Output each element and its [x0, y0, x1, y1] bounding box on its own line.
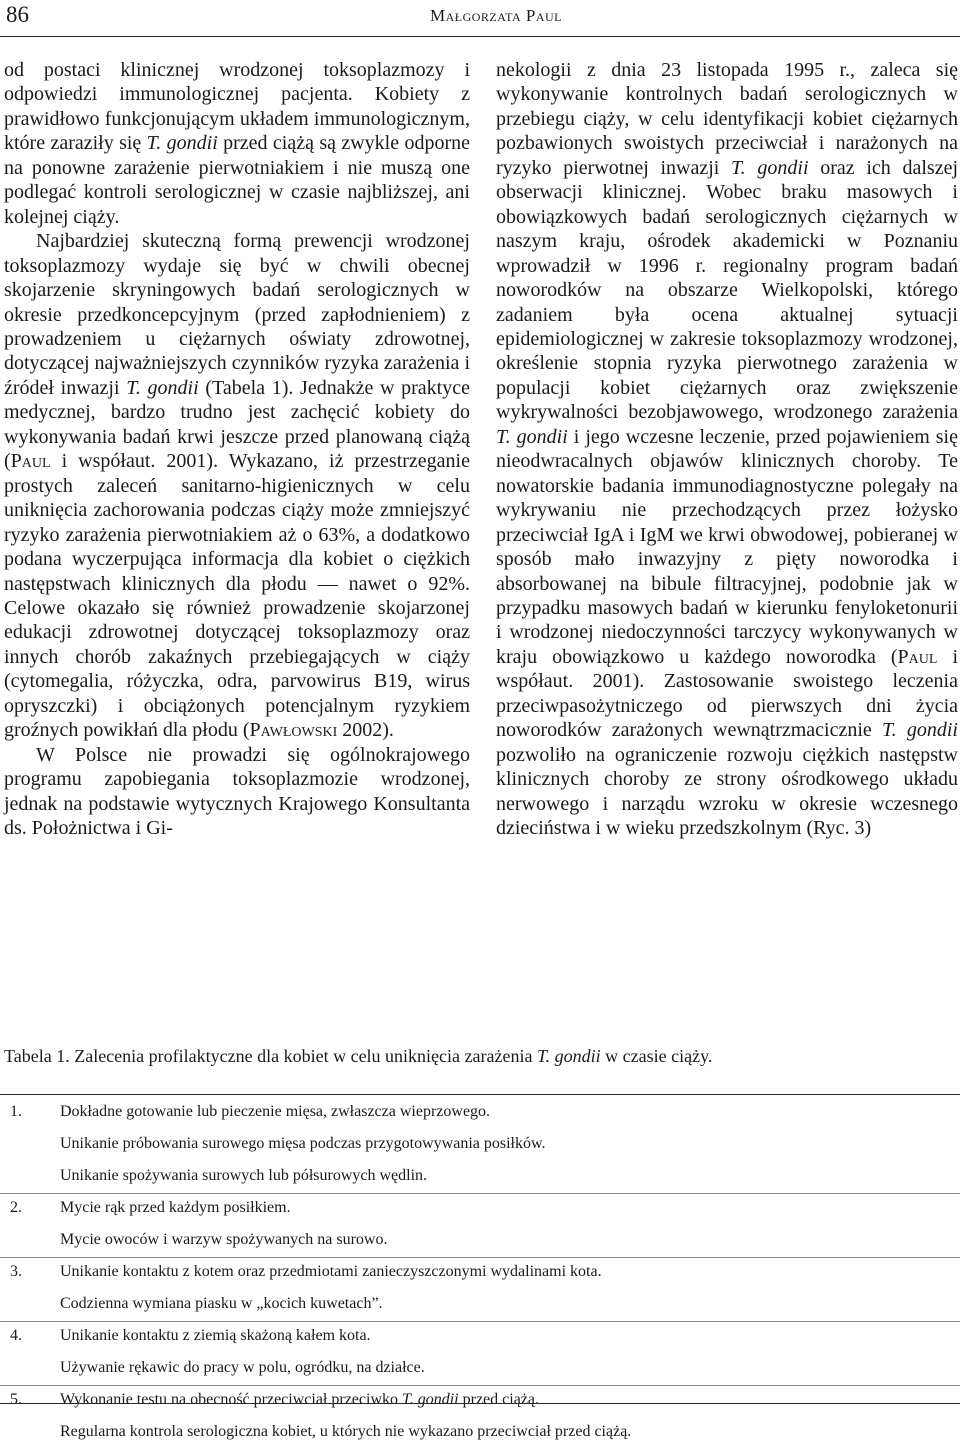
row-text: Mycie owoców i warzyw spożywanych na surowo.: [60, 1231, 388, 1248]
table-row: [0, 1385, 960, 1449]
row-number: 3.: [10, 1263, 22, 1280]
right-column: [496, 58, 958, 841]
row-text: Unikanie spożywania surowych lub półsurowych wędlin.: [60, 1167, 428, 1184]
row-text: Mycie rąk przed każdym posiłkiem.: [60, 1199, 291, 1216]
row-number: 4.: [10, 1327, 22, 1344]
paragraph: Najbardziej skuteczną formą prewencji wrodzonej toksoplazmozy wydaje się być w chwili obecnej skojarzenie skryningowych badań serologicznych w okresie przedkoncepcyjnym (przed zapłodnieniem) z prowadzeniem u ciężarnych oświaty zdrowotnej, dotyczącej najważniejszych czynników ryzyka zarażenia i źródeł inwazji T. gondii (Tabela 1). Jednakże w praktyce medycznej, bardzo trudno jest zachęcić kobiety do wykonywania badań krwi jeszcze przed planowaną ciążą (Paul i współaut. 2001). Wykazano, iż przestrzeganie prostych zaleceń sanitarno-higienicznych w celu uniknięcia zachorowania podczas ciąży może zmniejszyć ryzyko zarażenia pierwotniakiem aż o 63%, a dodatkowo podana wyczerpująca informacja dla kobiet o ciężkich następstwach klinicznych dla płodu — nawet o 92%. Celowe okazało się również prowadzenie skojarzonej edukacji zdrowotnej dotyczącej toksoplazmozy oraz innych chorób zakaźnych przebiegających w ciąży (cytomegalia, różyczka, odra, parvowirus B19, wirus opryszczki) i obciążonych potencjalnym ryzykiem groźnych powikłań dla płodu (Pawłowski 2002).: [4, 230, 470, 742]
running-head: Małgorzata Paul: [429, 6, 562, 25]
table-row: [0, 1097, 960, 1193]
table-caption: Tabela 1. Zalecenia profilaktyczne dla kobiet w celu uniknięcia zarażenia T. gondii w czasie ciąży.: [4, 1046, 713, 1066]
row-text: Wykonanie testu na obecność przeciwciał przeciwko T. gondii przed ciążą.: [60, 1391, 539, 1408]
row-text: Używanie rękawic do pracy w polu, ogródku, na działce.: [60, 1359, 425, 1376]
left-column: [4, 58, 470, 841]
table-row: [0, 1257, 960, 1321]
header-rule: [0, 36, 960, 37]
paragraph: nekologii z dnia 23 listopada 1995 r., zaleca się wykonywanie kontrolnych badań serologicznych w przebiegu ciąży, w celu identyfikacji kobiet ciężarnych pozbawionych swoistych przeciwciał i narażonych na ryzyko pierwotnej inwazji T. gondii oraz ich dalszej obserwacji klinicznej. Wobec braku masowych i obowiązkowych badań serologicznych ciężarnych w naszym kraju, ośrodek akademicki w Poznaniu wprowadził w 1996 r. regionalny program badań noworodków na obszarze Wielkopolski, którego zadaniem była ocena aktualnej sytuacji epidemiologicznej w zakresie toksoplazmozy wrodzonej, określenie stopnia ryzyka pierwotnego zarażenia w populacji kobiet ciężarnych oraz zwiększenie wykrywalności bezobjawowego, wrodzonego zarażenia T. gondii i jego wczesne leczenie, przed pojawieniem się nieodwracalnych objawów klinicznych choroby. Te nowatorskie badania immunodiagnostyczne polegały na wykrywaniu nie przechodzących przez łożysko przeciwciał IgA i IgM we krwi obwodowej, pobieranej w sposób mało inwazyjny z pięty noworodka i absorbowanej na bibule filtracyjnej, podobnie jak w przypadku masowych badań w kierunku fenyloketonurii i wrodzonej niedoczynności tarczycy wykonywanych w kraju obowiązkowo u każdego noworodka (Paul i współaut. 2001). Zastosowanie swoistego leczenia przeciwpasożytniczego od pierwszych dni życia noworodków zarażonych wewnątrzmacicznie T. gondii pozwoliło na ograniczenie rozwoju ciężkich następstw klinicznych choroby ze strony ośrodkowego układu nerwowego i narządu wzroku w okresie wczesnego dzieciństwa i w wieku przedszkolnym (Ryc. 3): [496, 59, 959, 840]
row-number: 1.: [10, 1103, 22, 1120]
paragraph: W Polsce nie prowadzi się ogólnokrajowego programu zapobiegania toksoplazmozie wrodzonej, jednak na podstawie wytycznych Krajowego Konsultanta ds. Położnictwa i Gi-: [4, 743, 470, 840]
page-header: [0, 0, 960, 34]
row-text: Unikanie próbowania surowego mięsa podczas przygotowywania posiłków.: [60, 1135, 546, 1152]
table-row: [0, 1193, 960, 1257]
row-text: Unikanie kontaktu z ziemią skażoną kałem kota.: [60, 1327, 371, 1344]
row-text: Regularna kontrola serologiczna kobiet, u których nie wykazano przeciwciał przed ciążą.: [60, 1423, 632, 1440]
row-text: Dokładne gotowanie lub pieczenie mięsa, zwłaszcza wieprzowego.: [60, 1103, 491, 1120]
page-number: 86: [6, 2, 29, 27]
recommendations-table: [0, 1097, 960, 1449]
table-row: [0, 1321, 960, 1385]
paragraph: od postaci klinicznej wrodzonej toksoplazmozy i odpowiedzi immunologicznej pacjenta. Kobiety z prawidłowo funkcjonującym układem immunologicznym, które zaraziły się T. gondii przed ciążą są zwykle odporne na ponowne zarażenie pierwotniakiem i nie muszą one podlegać kontroli serologicznej w czasie najbliższej, ani kolejnej ciąży.: [4, 59, 470, 228]
row-text: Unikanie kontaktu z kotem oraz przedmiotami zanieczyszczonymi wydalinami kota.: [60, 1263, 602, 1280]
row-number: 5.: [10, 1391, 22, 1408]
table-top-rule: [0, 1094, 960, 1095]
row-number: 2.: [10, 1199, 22, 1216]
table-bottom-rule: [0, 1403, 960, 1404]
row-text: Codzienna wymiana piasku w „kocich kuwetach”.: [60, 1295, 383, 1312]
